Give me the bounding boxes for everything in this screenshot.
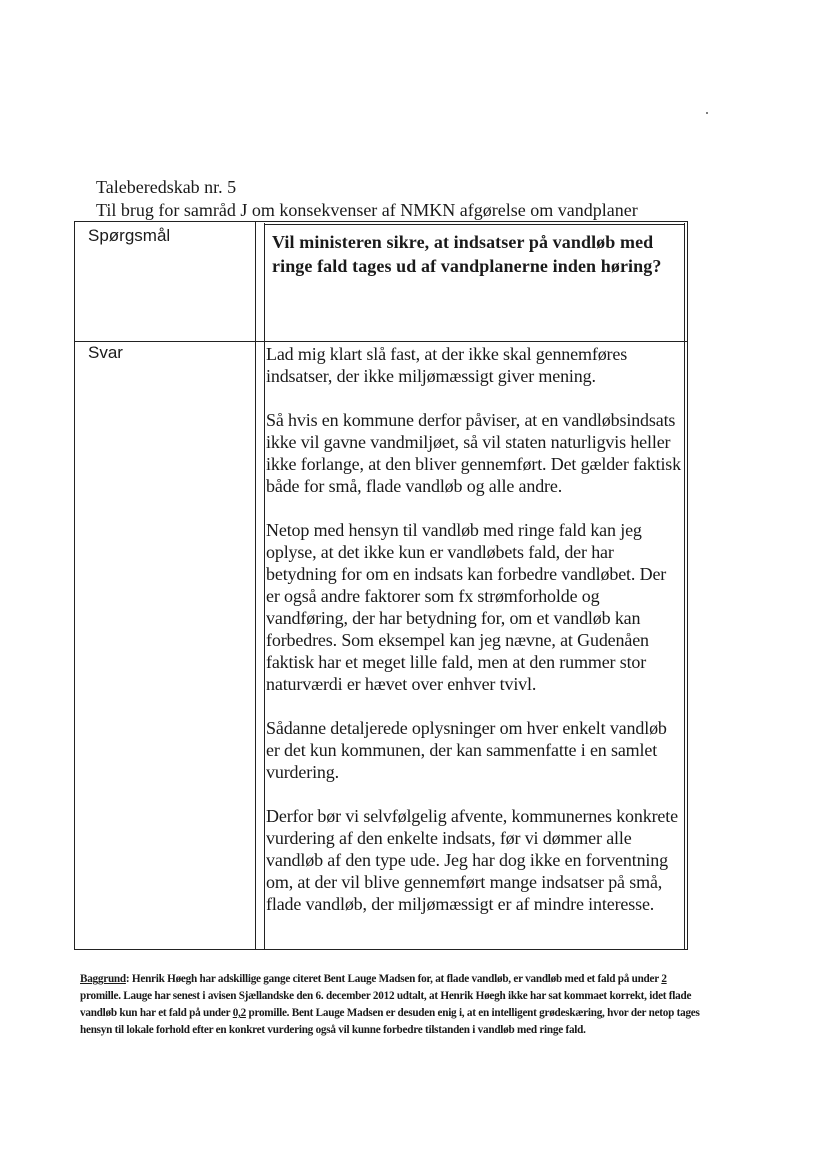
table-border-right — [687, 221, 688, 950]
footnote-text: : Henrik Høegh har adskillige gange citeret Bent Lauge Madsen for, at flade vandløb, er vandløb med et fald på under — [125, 973, 662, 985]
footnote-text: promille. Lauge har senest i avisen Sjællandske den 6. december 2012 udtalt, at Henrik Høegh ikke har sat kommaet korrekt, idet flade vandløb kun har et fald på under — [80, 990, 692, 1019]
answer-paragraph: Derfor bør vi selvfølgelig afvente, kommunernes konkrete vurdering af den enkelte indsats, før vi dømmer alle vandløb af den type ude. Jeg har dog ikke en forventning om, at der vil blive gennemført mange indsatser på små, flade vandløb, der miljømæssigt er af mindre interesse. — [266, 806, 678, 914]
answer-paragraph: Netop med hensyn til vandløb med ringe fald kan jeg oplyse, at det ikke kun er vandløbets fald, der har betydning for om en indsats kan forbedre vandløbet. Der er også andre faktorer som fx strømforholde og vandføring, der har betydning for, om et vandløb kan forbedres. Som eksempel kan jeg nævne, at Gudenåen faktisk har et meget lille fald, men at den rummer stor naturværdi er hævet over enhver tvivl. — [266, 520, 667, 694]
document-subtitle: Til brug for samråd J om konsekvenser af NMKN afgørelse om vandplaner — [96, 200, 638, 220]
column-divider — [255, 221, 256, 950]
answer-label: Svar — [88, 343, 123, 362]
footnote-value: 2 — [661, 973, 667, 985]
row-divider — [74, 341, 688, 342]
table-border-top — [74, 221, 688, 222]
footnote-text: promille. Bent Lauge Madsen er desuden enig i, at en intelligent grødeskæring, hvor der netop tages hensyn til lokale forhold efter en konkret vurdering også vil kunne forbedre tilstanden i vandløb med ringe fald. — [80, 1007, 700, 1036]
footnote-value: 0,2 — [232, 1007, 246, 1019]
document-title: Taleberedskab nr. 5 — [96, 177, 237, 197]
answer-text — [266, 343, 684, 915]
answer-paragraph: Lad mig klart slå fast, at der ikke skal gennemføres indsatser, der ikke miljømæssigt giver mening. — [266, 344, 628, 386]
answer-paragraph: Så hvis en kommune derfor påviser, at en vandløbsindsats ikke vil gavne vandmiljøet, så vil staten naturligvis heller ikke forlange, at den bliver gennemført. Det gælder faktisk både for små, flade vandløb og alle andre. — [266, 410, 682, 496]
qa-table — [74, 221, 688, 950]
answer-box-right — [684, 223, 685, 949]
answer-box-top — [264, 224, 685, 225]
answer-box-left — [264, 223, 265, 949]
table-border-left — [74, 221, 75, 950]
answer-paragraph: Sådanne detaljerede oplysninger om hver enkelt vandløb er det kun kommunen, der kan sammenfatte i en samlet vurdering. — [266, 718, 667, 782]
footnote-label: Baggrund — [80, 973, 126, 985]
background-footnote — [80, 971, 700, 1039]
scan-speck — [706, 112, 708, 114]
question-label: Spørgsmål — [88, 226, 171, 245]
question-text: Vil ministeren sikre, at indsatser på vandløb med ringe fald tages ud af vandplanerne inden høring? — [272, 232, 662, 276]
table-border-bottom — [74, 949, 688, 950]
